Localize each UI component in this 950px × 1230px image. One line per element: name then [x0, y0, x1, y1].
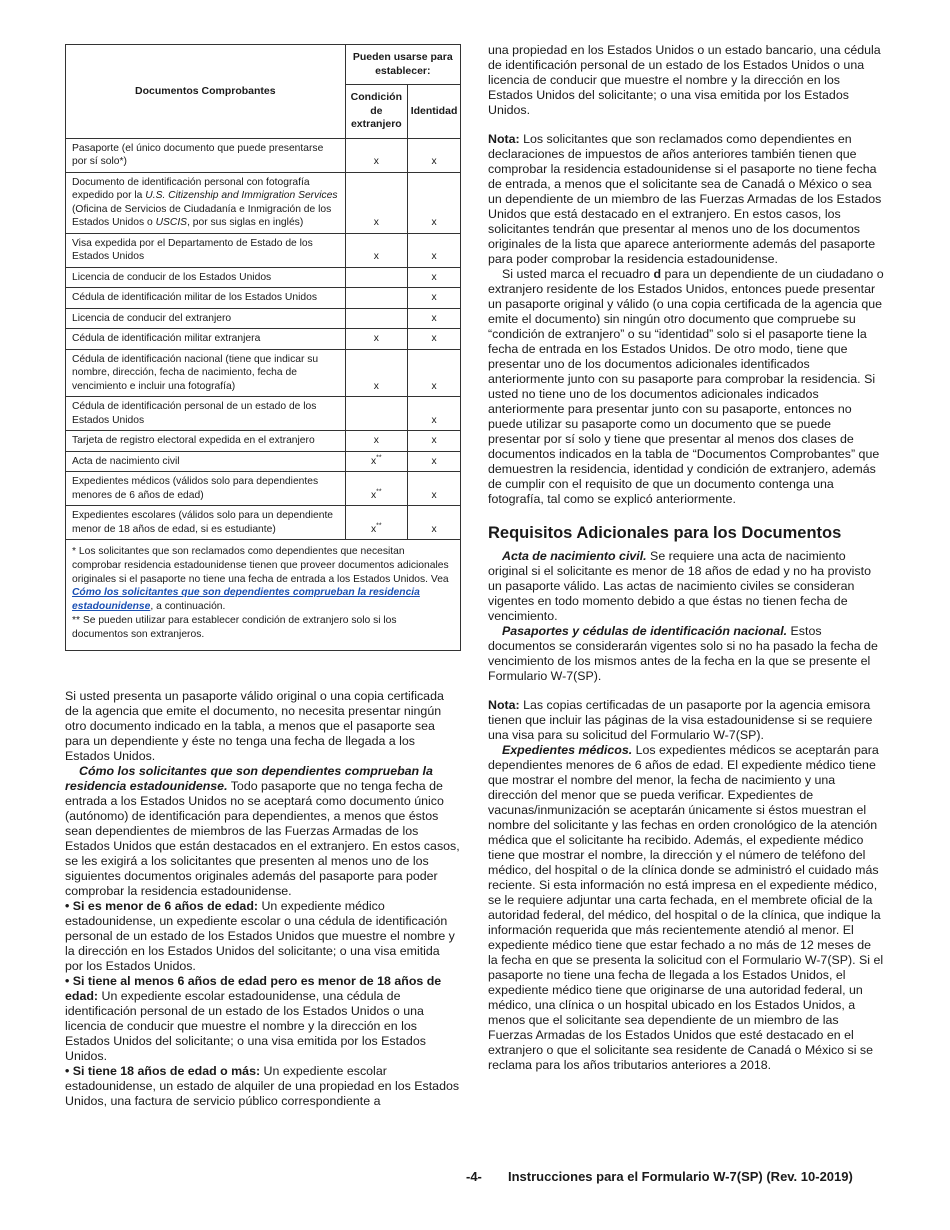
- table-row: [66, 451, 461, 472]
- foreign-status-mark: x: [345, 431, 407, 452]
- document-name: Licencia de conducir del extranjero: [66, 308, 346, 329]
- paragraph: Expedientes médicos. Los expedientes médicos se aceptarán para dependientes menores de 6 años de edad. El expediente médico tiene que mostrar el nombre del menor, la fecha de nacimiento y una dirección del menor que se pueda verificar. Expedientes de vacunas/inmunización se aceptarán únicamente si éstos muestran el nombre del solicitante y las fechas en orden cronológico de la atención médica que el solicitante ha recibido. Además, el expediente médico tiene que mostrar el nombre, la dirección y el número de teléfono del médico, del hospital o de la clínica donde se administró el cuidado más reciente. Si esta información no está impresa en el expediente médico, se le requiere adjuntar una carta fechada, en el membrete oficial de la autoridad federal, del médico, del hospital o de la clínica, que indique la información requerida que más recientemente atendió al menor. El expediente médico tiene que estar fechado a no más de 12 meses de la fecha en que se presenta la solicitud con el Formulario W-7(SP). Si el pasaporte no tiene una fecha de llegada a los Estados Unidos, el expediente médico tiene que originarse de una autoridad federal, un médico, una clínica o un hospital ubicado en los Estados Unidos, a menos que el solicitante sea dependiente de un miembro de las Fuerzas Armadas de los Estados Unidos que esté destacado en el extranjero o que el solicitante sea residente de Canadá o México si se reclama para los años tributarios anteriores a 2018.: [488, 743, 884, 1072]
- table-row: [66, 233, 461, 267]
- dependents-residency-link[interactable]: Cómo los solicitantes que son dependientes comprueban la residencia estadounidense: [72, 587, 420, 613]
- table-row: [66, 267, 461, 288]
- foreign-status-mark: x: [345, 172, 407, 233]
- table-row: [66, 172, 461, 233]
- identity-mark: x: [408, 451, 461, 472]
- note-dependents: * Los solicitantes que son reclamados como dependientes que necesitan comprobar residencia estadounidense tienen que proveer documentos adicionales originales si el pasaporte no tiene una fecha de entrada a los Estados Unidos. Vea Cómo los solicitantes que son dependientes comprueban la residencia estadounidense, a continuación.: [72, 546, 449, 613]
- foreign-status-mark: [345, 288, 407, 309]
- identity-mark: x: [408, 288, 461, 309]
- page-number: -4-: [466, 1169, 482, 1184]
- identity-mark: x: [408, 138, 461, 172]
- paragraph: Acta de nacimiento civil. Se requiere una acta de nacimiento original si el solicitante es menor de 18 años de edad y no ha provisto un pasaporte válido. Las actas de nacimiento civiles se consideran vigentes en todo momento debido a que éstas no tienen fecha de vencimiento.: [488, 549, 871, 623]
- table-body: [66, 138, 461, 540]
- identity-mark: x: [408, 397, 461, 431]
- table-row: [66, 506, 461, 540]
- foreign-status-mark: [345, 308, 407, 329]
- identity-mark: x: [408, 329, 461, 350]
- table-notes: [66, 540, 461, 651]
- identity-mark: x: [408, 267, 461, 288]
- identity-mark: x: [408, 233, 461, 267]
- identity-mark: x: [408, 431, 461, 452]
- document-name: Licencia de conducir de los Estados Unidos: [66, 267, 346, 288]
- paragraph: • Si es menor de 6 años de edad: Un expediente médico estadounidense, un expediente escolar o una cédula de identificación personal de un estado de los Estados Unidos que muestre el nombre y la dirección en los Estados Unidos del solicitante; o una visa emitida por los Estados Unidos.: [65, 898, 455, 973]
- header-identity: Identidad: [408, 85, 461, 139]
- document-name: Cédula de identificación personal de un estado de los Estados Unidos: [66, 397, 346, 431]
- document-name: Cédula de identificación nacional (tiene que indicar su nombre, dirección, fecha de nacimiento, fecha de vencimiento e incluir una fotografía): [66, 349, 346, 397]
- table-row: [66, 397, 461, 431]
- left-column: [65, 44, 461, 1109]
- foreign-status-mark: x: [345, 349, 407, 397]
- paragraph: Si usted presenta un pasaporte válido original o una copia certificada de la agencia que emite el documento, no necesita presentar ningún otro documento indicado en la tabla, a menos que el pasaporte sea para un dependiente y éste no tenga una fecha de llegada a los Estados Unidos.: [65, 688, 444, 763]
- identity-mark: x: [408, 349, 461, 397]
- header-foreign-status: Condición de extranjero: [345, 85, 407, 139]
- right-body-text: [488, 43, 884, 1073]
- foreign-status-mark: x**: [345, 451, 407, 472]
- table-row: [66, 308, 461, 329]
- table-row: [66, 431, 461, 452]
- section-heading: Requisitos Adicionales para los Documentos: [488, 524, 842, 542]
- note-foreign-documents: ** Se pueden utilizar para establecer condición de extranjero solo si los documentos son extranjeros.: [72, 614, 397, 640]
- document-name: Cédula de identificación militar extranjera: [66, 329, 346, 350]
- identity-mark: x: [408, 506, 461, 540]
- identity-mark: x: [408, 172, 461, 233]
- foreign-status-mark: x: [345, 138, 407, 172]
- right-column: [488, 43, 884, 1073]
- document-name: Acta de nacimiento civil: [66, 451, 346, 472]
- paragraph-gap: [488, 684, 884, 698]
- foreign-status-mark: x**: [345, 472, 407, 506]
- paragraph: una propiedad en los Estados Unidos o un estado bancario, una cédula de identificación personal de un estado de los Estados Unidos o una licencia de conducir que muestre el nombre y la dirección en los Estados Unidos del solicitante; o una visa emitida por los Estados Unidos.: [488, 43, 881, 117]
- document-name: Cédula de identificación militar de los Estados Unidos: [66, 288, 346, 309]
- foreign-status-mark: x**: [345, 506, 407, 540]
- document-name: Pasaporte (el único documento que puede presentarse por sí solo*): [66, 138, 346, 172]
- foreign-status-mark: x: [345, 329, 407, 350]
- supporting-documents-table: [65, 44, 461, 651]
- foreign-status-mark: x: [345, 233, 407, 267]
- paragraph: Pasaportes y cédulas de identificación nacional. Estos documentos se considerarán vigentes solo si no ha pasado la fecha de vencimiento de los mismos antes de la fecha en la que se presente el Formulario W-7(SP).: [488, 624, 878, 683]
- document-name: Expedientes escolares (válidos solo para un dependiente menor de 18 años de edad, si es estudiante): [66, 506, 346, 540]
- paragraph: Cómo los solicitantes que son dependientes comprueban la residencia estadounidense. Todo pasaporte que no tenga fecha de entrada a los Estados Unidos no se aceptará como documento único (autónomo) de identificación para dependientes, a menos que éstos sean dependientes de miembros de las Fuerzas Armadas de los Estados Unidos que están destacados en el extranjero. En estos casos, se les exigirá a los solicitantes que presenten al menos uno de los siguientes documentos originales además del pasaporte para poder comprobar la residencia estadounidense.: [65, 763, 460, 898]
- paragraph: Nota: Las copias certificadas de un pasaporte por la agencia emisora tienen que incluir las páginas de la visa estadounidense si se requiere una visa para su solicitud del Formulario W-7(SP).: [488, 698, 873, 742]
- foreign-status-mark: [345, 267, 407, 288]
- paragraph: Nota: Los solicitantes que son reclamados como dependientes en declaraciones de impuestos de años anteriores también tienen que comprobar la residencia estadounidense si el pasaporte no tiene fecha de entrada, a menos que el solicitante sea de Canadá o México o sea un dependiente de un miembro de las Fuerzas Armadas de los Estados Unidos que está destacado en el extranjero. En estos casos, los solicitantes tendrán que presentar al menos uno de los documentos originales de la lista que aparece anteriormente además del pasaporte para poder comprobar la residencia estadounidense.: [488, 132, 882, 266]
- table-row: [66, 329, 461, 350]
- paragraph-gap: [488, 118, 884, 132]
- table-row: [66, 138, 461, 172]
- paragraph: • Si tiene 18 años de edad o más: Un expediente escolar estadounidense, un estado de alquiler de una propiedad en los Estados Unidos, una factura de servicio público correspondiente a: [65, 1063, 460, 1108]
- paragraph: • Si tiene al menos 6 años de edad pero es menor de 18 años de edad: Un expediente escolar estadounidense, una cédula de identificación personal de un estado de los Estados Unidos o una licencia de conducir que muestre el nombre y la dirección en los Estados Unidos del solicitante; o una visa emitida por los Estados Unidos.: [65, 973, 442, 1063]
- document-name: Visa expedida por el Departamento de Estado de los Estados Unidos: [66, 233, 346, 267]
- left-body-text: [65, 689, 461, 1109]
- header-documents: Documentos Comprobantes: [66, 45, 346, 139]
- table-row: [66, 349, 461, 397]
- identity-mark: x: [408, 308, 461, 329]
- document-name: Tarjeta de registro electoral expedida en el extranjero: [66, 431, 346, 452]
- form-title: Instrucciones para el Formulario W-7(SP) (Rev. 10-2019): [508, 1169, 853, 1184]
- header-can-establish: Pueden usarse para establecer:: [345, 45, 460, 85]
- identity-mark: x: [408, 472, 461, 506]
- table-row: [66, 288, 461, 309]
- paragraph: Si usted marca el recuadro d para un dependiente de un ciudadano o extranjero residente de los Estados Unidos, entonces puede presentar un pasaporte original y válido (o una copia certificada de la agencia que emite el documento) sin ningún otro documento que compruebe su “condición de extranjero” o su “identidad” solo si el pasaporte tiene la fecha de entrada en los Estados Unidos. De otro modo, tiene que presentar uno de los documentos adicionales identificados anteriormente junto con su pasaporte para comprobar la residencia. Si usted no tiene uno de los documentos adicionales indicados anteriormente para presentar junto con su pasaporte, entonces no puede utilizar su pasaporte como un documento que se puede presentar por sí solo y tiene que presentar al menos dos clases de documentos indicados en la tabla de “Documentos Comprobantes” que demuestren la residencia, identidad y condición de extranjero, además de cumplir con el requisito de que un documento contenga una fotografía, tal como se explicó anteriormente.: [488, 267, 884, 506]
- document-name: Documento de identificación personal con fotografía expedido por la U.S. Citizenship and Immigration Services (Oficina de Servicios de Ciudadanía e Inmigración de los Estados Unidos o USCIS, por sus siglas en inglés): [66, 172, 346, 233]
- document-name: Expedientes médicos (válidos solo para dependientes menores de 6 años de edad): [66, 472, 346, 506]
- foreign-status-mark: [345, 397, 407, 431]
- table-row: [66, 472, 461, 506]
